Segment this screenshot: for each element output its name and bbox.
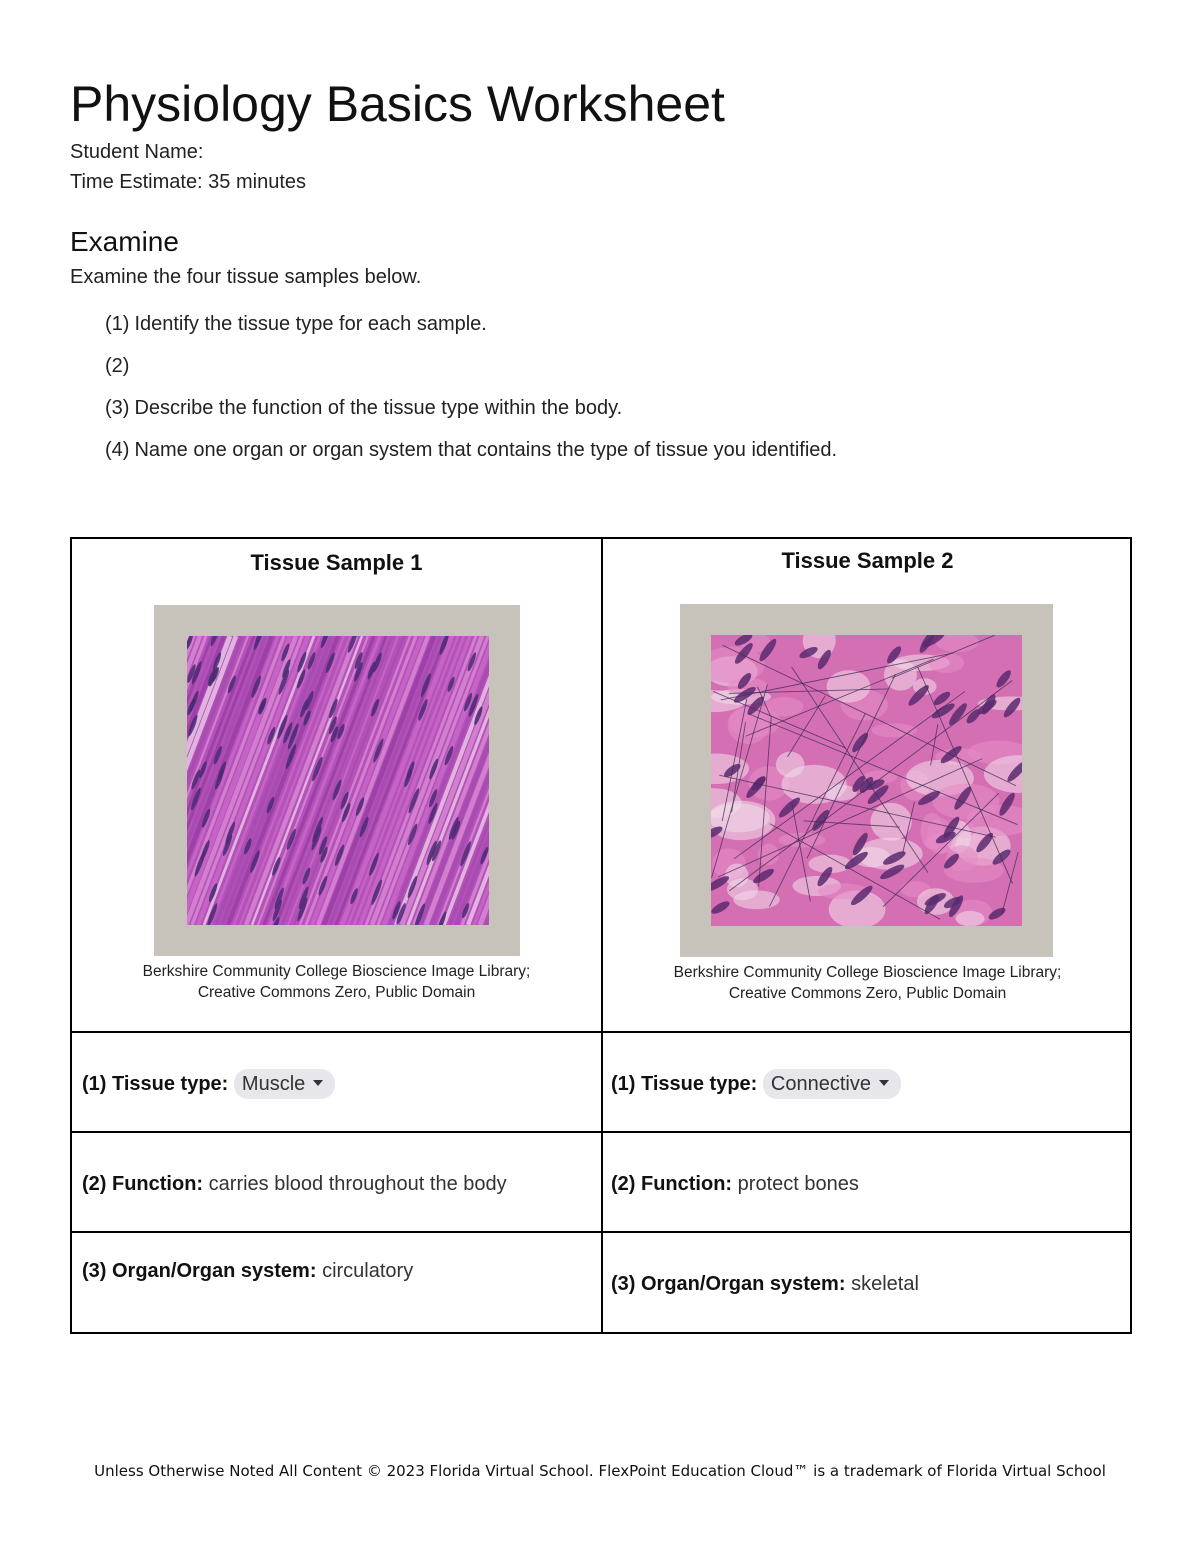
table-divider: [72, 1031, 1130, 1033]
tissue-sample-table: [70, 537, 1132, 1334]
page-title: Physiology Basics Worksheet: [70, 76, 725, 132]
tissue-type-dropdown-1[interactable]: Muscle: [234, 1069, 335, 1099]
chevron-down-icon: [879, 1080, 889, 1086]
tissue-sample-1-credit: Berkshire Community College Bioscience Image Library; Creative Commons Zero, Public Domain: [142, 963, 531, 1001]
tissue-sample-1-cell: [72, 539, 601, 1031]
table-divider: [72, 1231, 1130, 1233]
tissue-type-row-1: (1) Tissue type: Muscle: [82, 1069, 335, 1099]
tissue-sample-2-title: Tissue Sample 2: [781, 548, 954, 573]
footer-copyright: Unless Otherwise Noted All Content © 2023 Florida Virtual School. FlexPoint Education Cloud™ is a trademark of Florida Virtual School: [94, 1462, 1106, 1480]
tissue-sample-2-credit: Berkshire Community College Bioscience Image Library; Creative Commons Zero, Public Domain: [673, 964, 1062, 1002]
step-3: (3) Describe the function of the tissue type within the body.: [105, 397, 623, 419]
organ-row-2[interactable]: (3) Organ/Organ system: skeletal: [611, 1273, 919, 1295]
student-name-label: Student Name:: [70, 141, 204, 163]
chevron-down-icon: [313, 1080, 323, 1086]
organ-row-1[interactable]: (3) Organ/Organ system: circulatory: [82, 1260, 414, 1282]
step-2: (2): [105, 355, 130, 377]
tissue-type-row-2: (1) Tissue type: Connective: [611, 1069, 901, 1099]
muscle-tissue-micrograph: [187, 636, 489, 925]
examine-heading: Examine: [70, 226, 179, 257]
tissue-sample-2-image: [680, 604, 1053, 957]
examine-intro: Examine the four tissue samples below.: [70, 266, 422, 288]
connective-tissue-micrograph: [711, 635, 1022, 926]
tissue-sample-1-title: Tissue Sample 1: [250, 550, 423, 575]
table-divider: [72, 1131, 1130, 1133]
function-row-1[interactable]: (2) Function: carries blood throughout the body: [82, 1173, 507, 1195]
function-row-2[interactable]: (2) Function: protect bones: [611, 1173, 859, 1195]
tissue-sample-1-image: [154, 605, 520, 956]
tissue-sample-2-cell: [603, 539, 1132, 1031]
step-1: (1) Identify the tissue type for each sample.: [105, 313, 487, 335]
step-4: (4) Name one organ or organ system that contains the type of tissue you identified.: [105, 439, 838, 461]
tissue-type-dropdown-2[interactable]: Connective: [763, 1069, 901, 1099]
time-estimate: Time Estimate: 35 minutes: [70, 171, 307, 193]
